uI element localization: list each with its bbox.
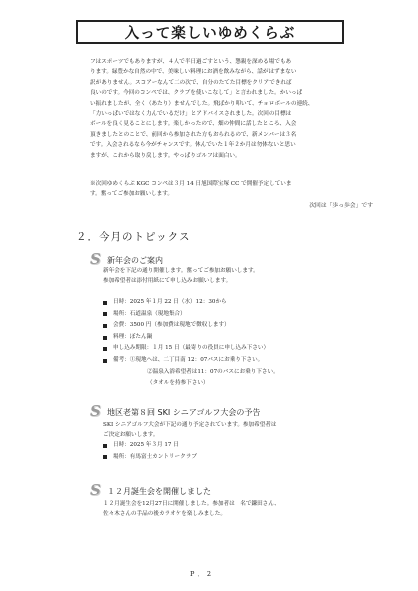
list-item-text: 日時：2025 年１月 22 日（水）12：30から — [113, 299, 227, 305]
square-bullet-icon — [103, 455, 107, 459]
list-item — [103, 355, 279, 367]
paragraph-line: ります。緑豊かな自然の中で、美味しい料理にお酒を飲みながら、話がはずまない — [90, 69, 297, 76]
paragraph-line: フはスポーツでもありますが、４人で半日過ごすという、懇親を深める場でもあ — [90, 59, 292, 65]
paragraph-line: 頂きましたとのことで、前回から参加された方もおられるので、新メンバーは３名 — [90, 131, 297, 138]
topic-birthday-title — [90, 484, 211, 498]
s-bullet-icon — [90, 253, 104, 267]
intro-paragraph — [90, 57, 386, 161]
paragraph-line: ボールを良く見ることにします。楽しかったので、畑の仲間に話したところ、入会 — [90, 121, 297, 128]
list-item — [103, 309, 279, 321]
s-bullet-icon — [90, 405, 104, 419]
topic-title-text: 地区老第８回 SKI シニアゴルフ大会の予告 — [107, 407, 261, 417]
list-item-text: 場所：有馬富士カントリークラブ — [113, 453, 197, 460]
paragraph-line: ますが、これから取り戻します。やっぱりゴルフは面白い。 — [90, 152, 241, 159]
page-number: P．2 — [190, 570, 215, 578]
note-line: す。奮ってご参加お願いします。 — [90, 191, 174, 198]
list-item — [103, 440, 197, 452]
list-item — [103, 332, 279, 344]
square-bullet-icon — [103, 359, 107, 363]
topic-line: SKI シニアゴルフ大会が下記の通り予定されています。参加希望者は — [103, 422, 277, 428]
paragraph-line: 訳がありません。スコアーなんて二の次で、自分のたてた目標をクリアできれば — [90, 79, 292, 86]
list-item — [103, 343, 279, 355]
square-bullet-icon — [103, 301, 107, 305]
next-event-note — [90, 179, 386, 200]
paragraph-line: 「力いっぱいではなく力んでいるだけ」とアドバイスされました。次回の目標は — [90, 110, 292, 117]
topic-ski-details — [103, 440, 197, 463]
topic-new-year-intro — [103, 267, 259, 286]
square-bullet-icon — [103, 444, 107, 448]
square-bullet-icon — [103, 336, 107, 340]
topic-line: 参加希望者は添付用紙にて申し込みお願いします。 — [103, 277, 232, 284]
newsletter-title — [76, 20, 344, 44]
paragraph-line: 良いのです。今回のコンペでは、クラブを使いこなして」と言われました。かいっぱ — [90, 90, 303, 97]
topic-birthday-body — [103, 500, 280, 519]
list-item-text: 日時：2025 年３月 17 日 — [113, 442, 179, 448]
list-item-continuation: （タオルを持参下さい） — [147, 380, 209, 387]
s-bullet-icon — [90, 484, 104, 498]
paragraph-line: い振れましたが、全く（あたり）ませんでした。飛ばかり叩いて、チョロボールの連続、 — [90, 100, 314, 107]
list-item-text: 場所：石道温泉（現地集合） — [113, 310, 186, 317]
note-line: ※次回ゆめくらぶ KGC コンペは３月 14 日旭国際宝塚 CC で開催予定していま — [90, 181, 292, 187]
list-item-text: 料理：ぼたん鍋 — [113, 333, 153, 340]
topic-line: １２月誕生会を12月27日に開催しました。参加者は 名で鎌田さん、 — [103, 501, 280, 507]
topic-title-text: １２月誕生会を開催しました — [107, 486, 211, 496]
topic-ski-title — [90, 405, 260, 419]
square-bullet-icon — [103, 347, 107, 351]
list-item — [103, 452, 197, 464]
topic-line: ご決定お願いします。 — [103, 431, 159, 438]
section-heading: ２．今月のトピックス — [76, 231, 191, 243]
topic-new-year-details — [103, 297, 279, 390]
list-item-text: 申し込み期限：１月 15 日（最寄りの役員に申し込み下さい） — [113, 345, 270, 352]
list-item — [103, 297, 279, 309]
list-item — [103, 320, 279, 332]
square-bullet-icon — [103, 312, 107, 316]
topic-line: 佐々木さんの手品の後カラオケを楽しみました。 — [103, 510, 226, 517]
paragraph-line: です。入会されるなら今がチャンスです。休んでいた１年２か月は勿体ないと思い — [90, 142, 296, 149]
list-item-text: 備考：①現地へは、二丁目南 12：07バスにお乗り下さい。 — [113, 356, 264, 363]
list-item-text: 会費：3500 円（参加費は現地で徴収します） — [113, 322, 230, 329]
square-bullet-icon — [103, 324, 107, 328]
title-text: 入って楽しいゆめくらぶ — [124, 25, 296, 42]
topic-line: 新年会を下記の通り開催します。奮ってご参加お願いします。 — [103, 268, 259, 274]
topic-new-year-title — [90, 253, 163, 267]
topic-title-text: 新年会のご案内 — [107, 255, 163, 265]
topic-ski-intro — [103, 421, 277, 440]
list-item-continuation: ②温泉入浴希望者は11：07のバスにお乗り下さい。 — [147, 368, 279, 375]
next-event-signature: 次回は「歩っ歩会」です — [309, 203, 373, 209]
